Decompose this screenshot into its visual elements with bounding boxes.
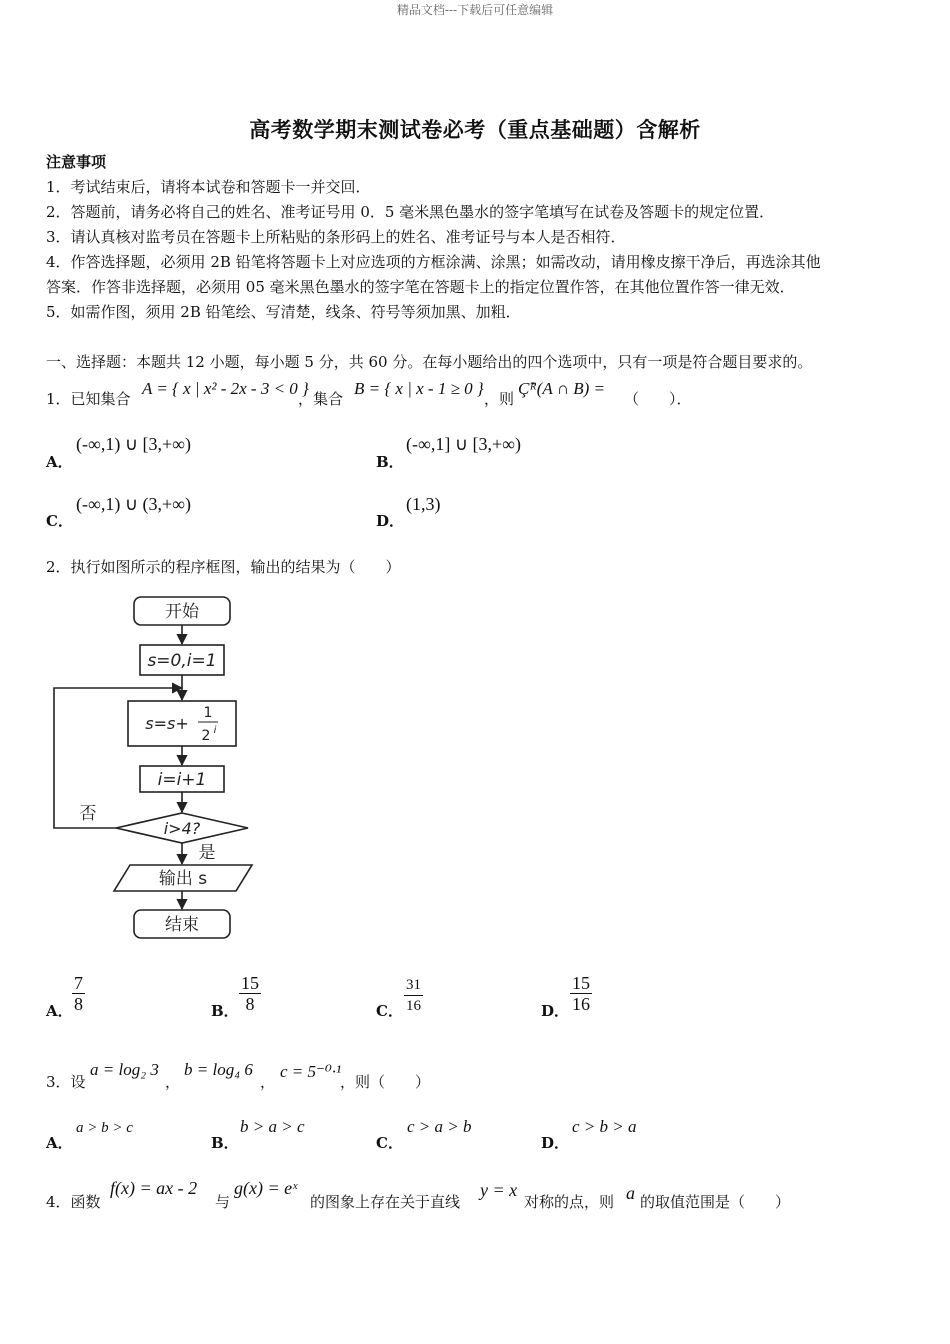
q2-option-b-label: B． [211,1002,239,1020]
q1-option-a-text: (-∞,1) ∪ [3,+∞) [76,434,191,454]
q3-b-def: b = log₄ 6 [184,1060,253,1079]
flow-no-label: 否 [79,804,97,824]
flow-start-text: 开始 [165,602,199,622]
fraction-denominator: 16 [406,998,421,1014]
flow-frac-den: 2 [201,728,211,744]
q1-option-d-label: D． [376,512,405,530]
q2-option-a-fraction [72,973,85,1014]
q3-option-c-text: c > a > b [407,1117,472,1136]
q3-c-def: c = 5⁻⁰·¹ [280,1062,342,1081]
q1-option-c-text: (-∞,1) ∪ (3,+∞) [76,494,191,514]
flow-end-text: 结束 [165,915,199,935]
section-heading: 一、选择题：本题共 12 小题，每小题 5 分，共 60 分。在每小题给出的四个选项中，只有一项是符合题目要求的。 [46,353,813,371]
q3-option-b-text: b > a > c [240,1117,305,1136]
flow-init-text: s=0,i=1 [147,651,217,671]
page-header: 精品文档---下载后可任意编辑 [396,3,554,17]
flow-frac-num: 1 [203,705,213,721]
q2-option-d-label: D． [541,1002,570,1020]
q2-option-c-fraction [404,975,423,1016]
q3-suffix: ，则（ ） [340,1073,431,1091]
q1-set-a: A = { x | x² - 2x - 3 < 0 } [142,379,309,398]
fraction-denominator: 8 [245,994,255,1014]
q4-f-def: f(x) = ax - 2 [110,1178,198,1198]
q4-prefix: 4．函数 [46,1193,101,1211]
q4-mid2: 对称的点，则 [524,1193,615,1211]
notice-heading: 注意事项 [46,153,107,171]
flow-increment-text: i=i+1 [157,770,207,790]
q1-set-b: B = { x | x - 1 ≥ 0 } [354,379,484,398]
q3-option-b-label: B． [211,1134,239,1152]
q1-blank: （ ）． [624,390,692,408]
q3-prefix: 3．设 [46,1073,86,1091]
fraction-numerator: 7 [74,973,83,993]
q2-stem: 2．执行如图所示的程序框图，输出的结果为（ ） [46,558,401,576]
flowchart [46,592,266,944]
q3-option-a-text: a > b > c [76,1120,133,1136]
notice-item: 答案．作答非选择题，必须用 05 毫米黑色墨水的签字笔在答题卡上的指定位置作答，在其他位置作答一律无效． [46,278,795,296]
q1-option-d-text: (1,3) [406,494,441,514]
q3-sep: ， [165,1073,181,1091]
q4-g-def: g(x) = eˣ [234,1178,298,1198]
q4-mid: 的图象上存在关于直线 [310,1193,461,1211]
q4-line: y = x [480,1180,518,1200]
q1-option-b-text: (-∞,1] ∪ [3,+∞) [406,434,521,454]
q4-suffix: 的取值范围是（ ） [640,1193,791,1211]
notice-item: 3．请认真核对监考员在答题卡上所粘贴的条形码上的姓名、准考证号与本人是否相符． [46,228,626,246]
q1-option-a-label: A． [46,453,73,471]
q4-with: 与 [215,1193,231,1211]
notice-item: 2．答题前，请务必将自己的姓名、准考证号用 0．5 毫米黑色墨水的签字笔填写在试卷及答题卡的规定位置． [46,203,775,221]
q1-option-c-label: C． [46,512,73,530]
flow-decision-text: i>4? [163,819,201,838]
q3-a-def: a = log₂ 3 [90,1060,159,1079]
fraction-numerator: 15 [572,973,590,993]
q2-option-c-label: C． [376,1002,403,1020]
q3-option-a-label: A． [46,1134,73,1152]
flow-frac-exp: i [213,725,217,736]
fraction-numerator: 31 [404,975,423,996]
q2-option-a-label: A． [46,1002,73,1020]
q4-var: a [626,1183,635,1203]
q3-sep: ， [260,1073,276,1091]
fraction-denominator: 16 [572,994,590,1014]
q1-expression: Ç̃ᴿ(A ∩ B) = [518,379,606,398]
q1-prefix: 1．已知集合 [46,390,131,408]
q1-then: ，则 [484,390,515,408]
flow-assign-text: s=s+ [145,714,189,733]
q3-option-d-text: c > b > a [572,1117,637,1136]
q2-option-d-fraction [570,973,592,1014]
q3-option-d-label: D． [541,1134,570,1152]
page-title: 高考数学期末测试卷必考（重点基础题）含解析 [249,117,701,142]
fraction-denominator: 8 [74,994,83,1014]
fraction-numerator: 15 [241,973,259,993]
notice-item: 5．如需作图，须用 2B 铅笔绘、写清楚，线条、符号等须加黑、加粗． [46,303,521,321]
q3-option-c-label: C． [376,1134,403,1152]
q1-option-b-label: B． [376,453,404,471]
flow-output-text: 输出 s [158,869,208,889]
flow-yes-label: 是 [198,843,216,863]
q2-option-b-fraction [239,973,261,1014]
q1-mid: ，集合 [298,390,344,408]
notice-item: 4．作答选择题，必须用 2B 铅笔将答题卡上对应选项的方框涂满、涂黑；如需改动，请用橡皮擦干净后，再选涂其他 [46,253,821,271]
notice-item: 1．考试结束后，请将本试卷和答题卡一并交回． [46,178,371,196]
